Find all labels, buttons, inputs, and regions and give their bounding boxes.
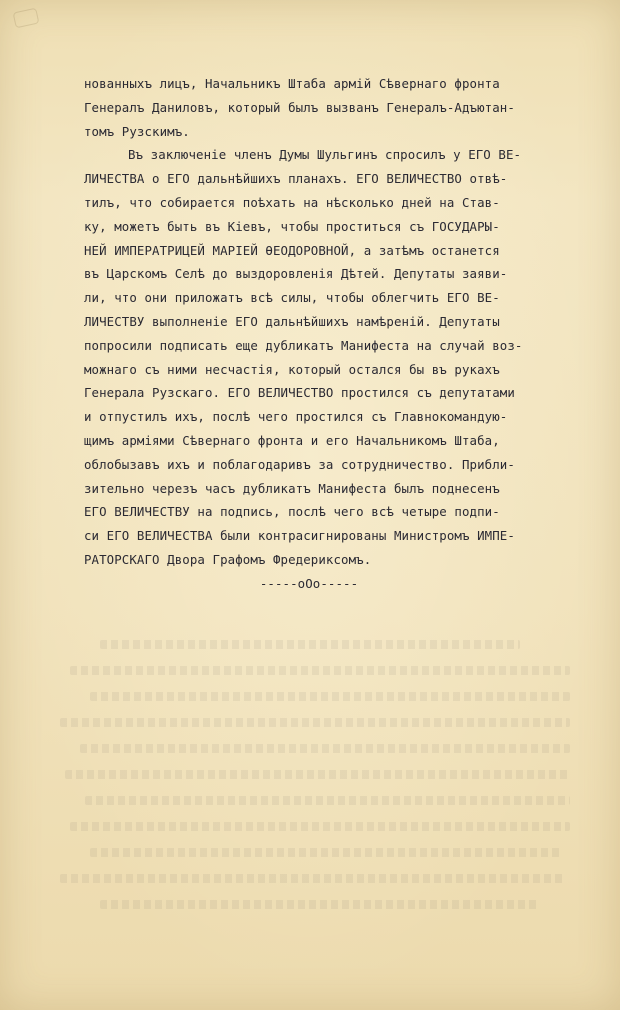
- text-line: НЕЙ ИМПЕРАТРИЦЕЙ МАРІЕЙ ѲЕОДОРОВНОЙ, а затѣмъ останется: [84, 242, 500, 258]
- end-ornament: -----oOo-----: [259, 575, 359, 591]
- text-line: тилъ, что собирается поѣхать на нѣсколько дней на Став-: [84, 194, 500, 210]
- text-line: зительно черезъ часъ дубликатъ Манифеста былъ поднесенъ: [84, 480, 500, 496]
- text-line: си ЕГО ВЕЛИЧЕСТВА были контрасигнированы Министромъ ИМПЕ-: [84, 528, 515, 544]
- text-line: Генерала Рузскаго. ЕГО ВЕЛИЧЕСТВО простился съ депутатами: [84, 385, 515, 401]
- typed-text-body: [84, 72, 604, 596]
- text-line: ку, можетъ быть въ Кіевъ, чтобы проститься съ ГОСУДАРЫ-: [84, 218, 500, 234]
- text-line: въ Царскомъ Селѣ до выздоровленія Дѣтей. Депутаты заяви-: [84, 266, 508, 282]
- text-line: ЕГО ВЕЛИЧЕСТВУ на подпись, послѣ чего всѣ четыре подпи-: [84, 504, 500, 520]
- text-line: Генералъ Даниловъ, который былъ вызванъ Генералъ-Адъютан-: [84, 99, 515, 115]
- text-line: ЛИЧЕСТВУ выполненіе ЕГО дальнѣйшихъ намѣреній. Депутаты: [84, 313, 500, 329]
- text-line: ЛИЧЕСТВА о ЕГО дальнѣйшихъ планахъ. ЕГО ВЕЛИЧЕСТВО отвѣ-: [84, 171, 508, 187]
- text-line: Въ заключеніе членъ Думы Шульгинъ спросилъ у ЕГО ВЕ-: [128, 147, 522, 163]
- text-line: можнаго съ ними несчастія, который остался бы въ рукахъ: [84, 361, 500, 377]
- bleed-through-text: [60, 640, 600, 940]
- paper-mark: [13, 8, 40, 29]
- text-line: попросили подписать еще дубликатъ Манифеста на случай воз-: [84, 337, 523, 353]
- text-line: ли, что они приложатъ всѣ силы, чтобы облегчить ЕГО ВЕ-: [84, 290, 500, 306]
- text-line: и отпустилъ ихъ, послѣ чего простился съ Главнокомандую-: [84, 409, 508, 425]
- text-line: облобызавъ ихъ и поблагодаривъ за сотрудничество. Прибли-: [84, 456, 515, 472]
- text-line: РАТОРСКАГО Двора Графомъ Фредериксомъ.: [84, 551, 372, 567]
- text-line: нованныхъ лицъ, Начальникъ Штаба армій Сѣвернаго фронта: [84, 76, 500, 91]
- text-line: томъ Рузскимъ.: [84, 123, 190, 139]
- text-line: щимъ арміями Сѣвернаго фронта и его Начальникомъ Штаба,: [84, 432, 500, 448]
